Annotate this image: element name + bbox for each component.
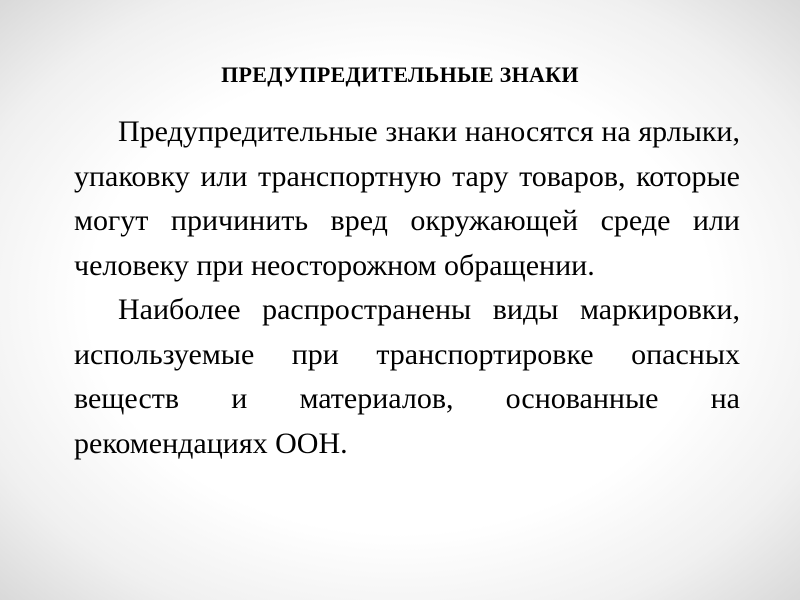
slide-body	[74, 110, 740, 466]
paragraph-warning-signs: Предупредительные знаки наносятся на ярлыки, упаковку или транспортную тару товаров, которые могут причинить вред окружающей среде или человеку при неосторожном обращении.	[74, 115, 740, 282]
slide-title: ПРЕДУПРЕДИТЕЛЬНЫЕ ЗНАКИ	[221, 62, 579, 87]
paragraph-marking-types: Наиболее распространены виды маркировки, используемые при транспортировке опасных веществ и материалов, основанные на рекомендациях ООН.	[74, 293, 740, 460]
